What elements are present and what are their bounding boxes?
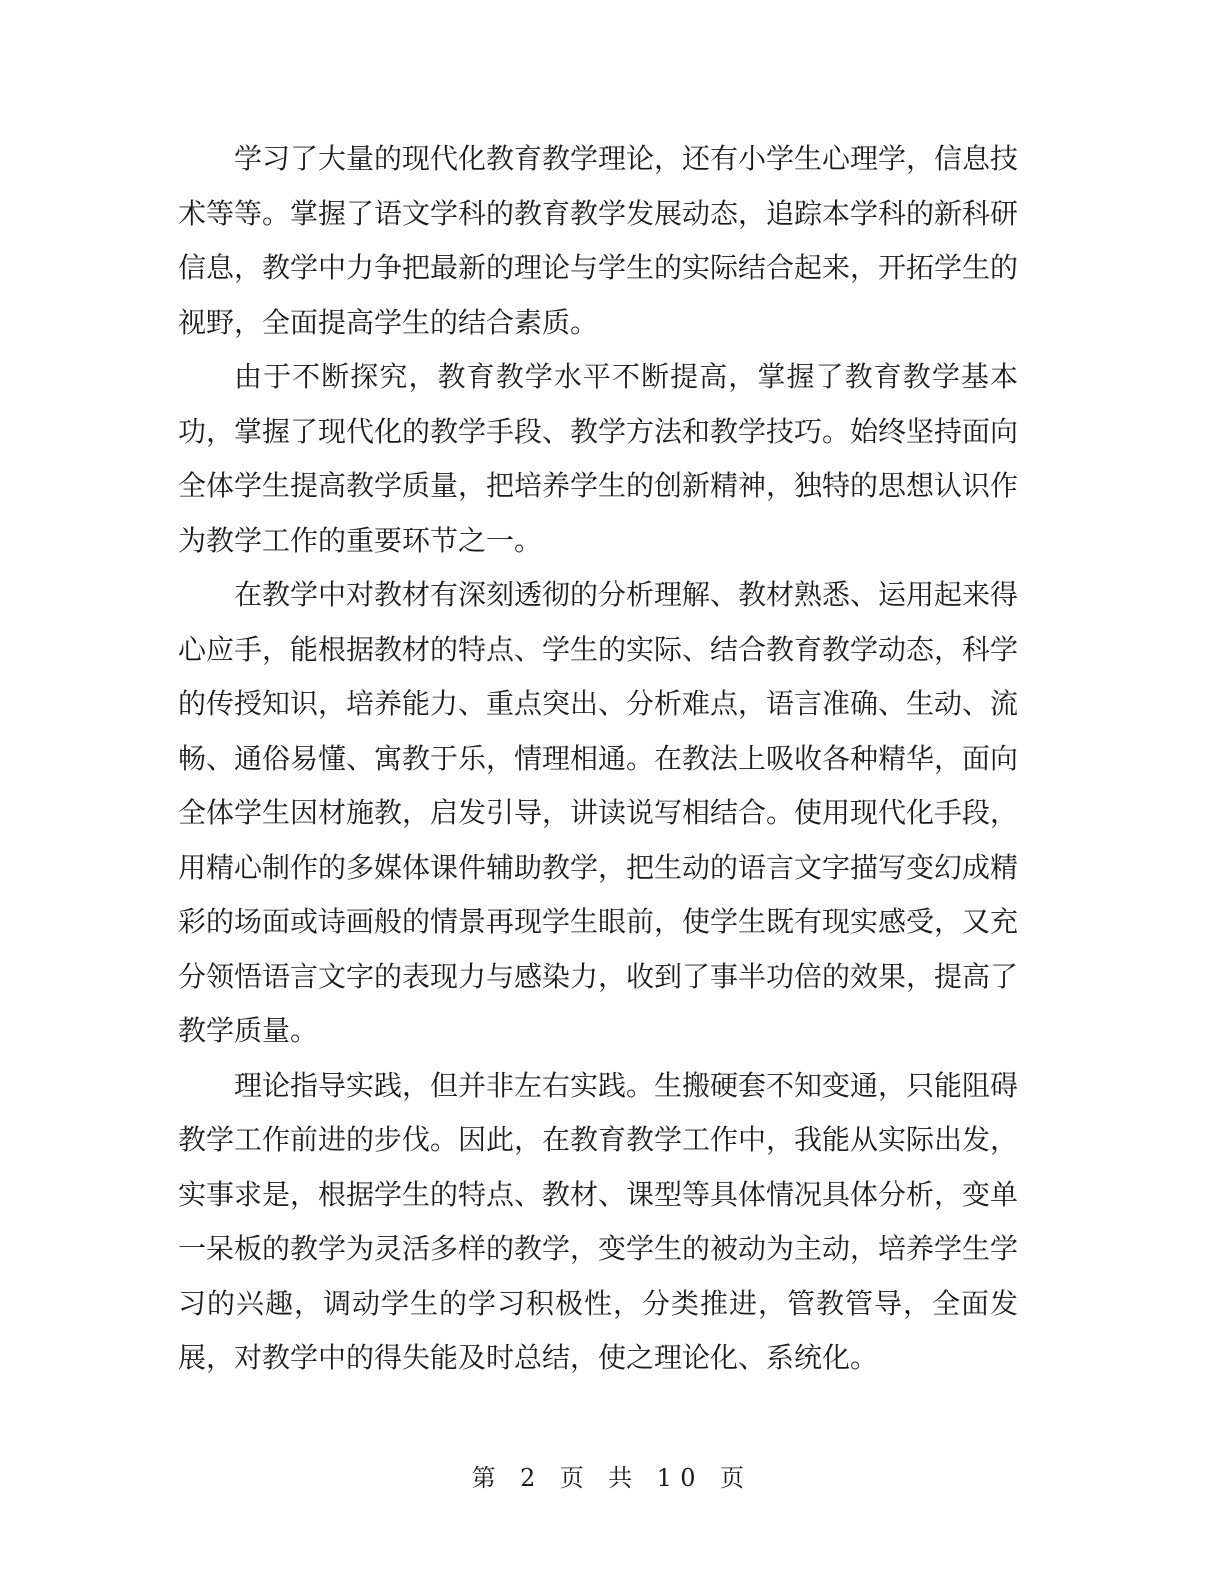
paragraph-3: 在教学中对教材有深刻透彻的分析理解、教材熟悉、运用起来得心应手，能根据教材的特点、学生的实际、结合教育教学动态，科学的传授知识，培养能力、重点突出、分析难点，语言准确、生动、流畅、通俗易懂、寓教于乐，情理相通。在教法上吸收各种精华，面向全体学生因材施教，启发引导，讲读说写相结合。使用现代化手段，用精心制作的多媒体课件辅助教学，把生动的语言文字描写变幻成精彩的场面或诗画般的情景再现学生眼前，使学生既有现实感受，又充分领悟语言文字的表现力与感染力，收到了事半功倍的效果，提高了教学质量。 xyxy=(178,578,1019,1047)
page-footer: 第 2 页 共 10 页 xyxy=(471,1464,753,1492)
paragraph-1: 学习了大量的现代化教育教学理论，还有小学生心理学，信息技术等等。掌握了语文学科的教育教学发展动态，追踪本学科的新科研信息，教学中力争把最新的理论与学生的实际结合起来，开拓学生的视野，全面提高学生的结合素质。 xyxy=(178,142,1019,339)
paragraph-2: 由于不断探究，教育教学水平不断提高，掌握了教育教学基本功，掌握了现代化的教学手段、教学方法和教学技巧。始终坚持面向全体学生提高教学质量，把培养学生的创新精神，独特的思想认识作为教学工作的重要环节之一。 xyxy=(178,360,1019,557)
body-text xyxy=(178,132,1018,1386)
paragraph-4: 理论指导实践，但并非左右实践。生搬硬套不知变通，只能阻碍教学工作前进的步伐。因此，在教育教学工作中，我能从实际出发，实事求是，根据学生的特点、教材、课型等具体情况具体分析，变单一呆板的教学为灵活多样的教学，变学生的被动为主动，培养学生学习的兴趣，调动学生的学习积极性，分类推进，管教管导，全面发展，对教学中的得失能及时总结，使之理论化、系统化。 xyxy=(178,1068,1019,1374)
